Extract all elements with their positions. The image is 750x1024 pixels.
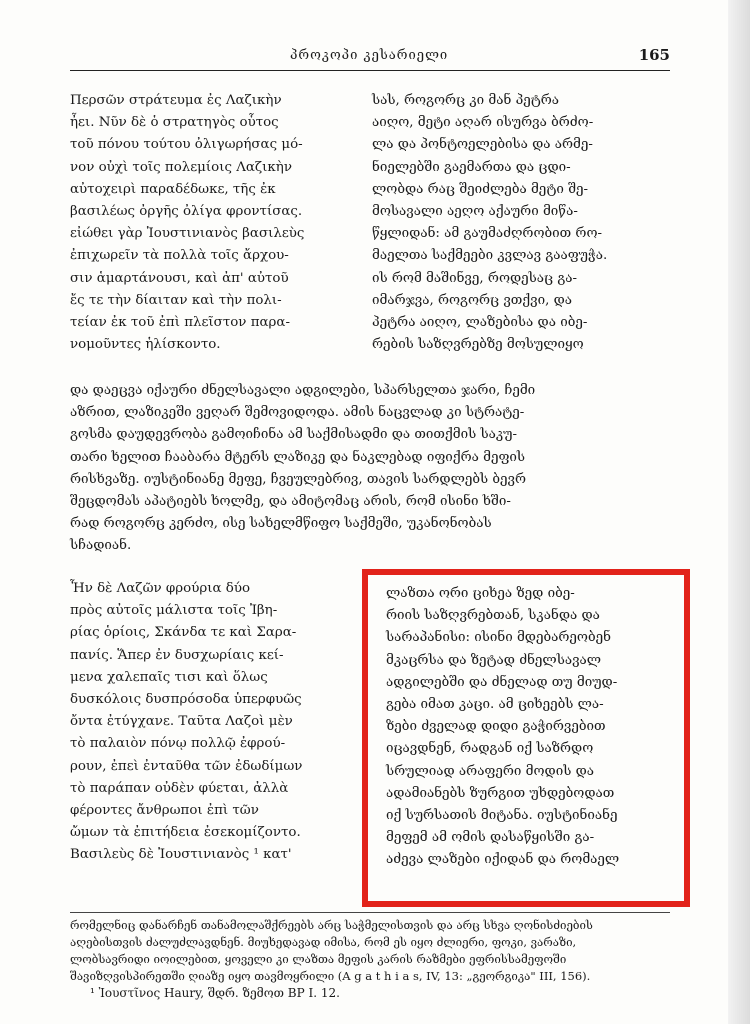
greek-line: μενα χαλεπαῖς τισι καὶ ὅλως — [70, 669, 268, 685]
georgian-line: თარი ხელით ჩააბარა მტერს ლაზიკე და ნაკლებად იფიქრა მეფის — [70, 449, 525, 465]
highlighted-line: ლაზთა ორი ციხეა ზედ იბე- — [386, 586, 575, 601]
greek-line: ἔς τε τὴν δίαιταν καὶ τὴν πολι- — [70, 292, 282, 308]
georgian-line: რისხვაზე. იუსტინიანე მეფე, ჩვეულებრივ, თავის სარდლებს ბევრ — [70, 471, 527, 487]
greek-line: πανίς. Ἅπερ ἐν δυσχωρίαις κεί- — [70, 647, 284, 663]
georgian-line: ნიელებში გაემართა და ცდი- — [372, 159, 571, 175]
running-title: პროკოპი კესარიელი — [290, 48, 449, 63]
georgian-line: წყლიდან: ამ გაუმაძღრობით რო- — [372, 226, 603, 242]
georgian-full-width-paragraph — [70, 380, 670, 558]
highlighted-passage-text — [386, 583, 672, 872]
georgian-line: შეცდომას აპატიებს ხოლმე, და ამიტომაც არის, რომ ისინი ხში- — [70, 494, 511, 510]
greek-line: φέροντες ἄνθρωποι ἐπὶ τῶν — [70, 803, 259, 819]
highlighted-line: მკაცრსა და ზეტად ძნელსავალ — [386, 652, 602, 668]
greek-line: βασιλέως ὀργῆς ὀλίγα φροντίσας. — [70, 204, 303, 220]
georgian-line: იმარჯვა, როგორც ვთქვი, და — [372, 292, 573, 308]
georgian-line: რად როგორც კერძო, ისე სახელმწიფო საქმეში, უკანონობას — [70, 516, 492, 532]
greek-line: τὸ παλαιὸν πόνῳ πολλῷ ἐφρού- — [70, 736, 286, 752]
page-number: 165 — [638, 46, 670, 64]
georgian-line: რების საზღვრებზე მოსულიყო — [372, 337, 584, 353]
georgian-line: სჩადიან. — [70, 538, 132, 554]
highlighted-line: ადამიანებს ზურგით უხდებოდათ — [386, 785, 615, 801]
greek-line: δυσκόλοις δυσπρόσοδα ὑπερφυῶς — [70, 692, 302, 708]
highlighted-passage-box — [362, 569, 690, 907]
georgian-column-top — [372, 90, 670, 356]
highlighted-line: გება იმათ კაცი. ამ ციხეებს ლა- — [386, 697, 604, 713]
footnote-line: აღებისთვის ძალუძლავდნენ. მიუხედავად იმისა, რომ ეს იყო ძლიერი, ფოკი, ვარაზი, — [70, 935, 577, 949]
greek-line: νομοῦντες ἡλίσκοντο. — [70, 337, 221, 353]
georgian-line: პეტრა აიღო, ლაზებისა და იბე- — [372, 315, 588, 331]
footnote-line: რომელნიც დანარჩენ თანამოლაშქრეებს არც საჭმელისთვის და არც სხვა ღონისძიების — [70, 918, 593, 932]
greek-column-bottom — [70, 578, 360, 867]
greek-line: ὄντα ἐτύγχανε. Ταῦτα Λαζοὶ μὲν — [70, 714, 293, 730]
greek-line: τοῦ πόνου τούτου ὀλιγωρήσας μό- — [70, 137, 303, 153]
footnote-line: შავიზღვისპირეთში ღიაზე იყო თავმოყრილი (A g a t h i a s, IV, 13: „გეორგიკა" III, 156). — [70, 969, 591, 983]
greek-line: εἰώθει γὰρ Ἰουστινιανὸς βασιλεὺς — [70, 226, 305, 242]
page-edge-shadow — [728, 0, 750, 1024]
highlighted-line: ადგილებში და ძნელად თუ მიუდ- — [386, 674, 618, 690]
greek-line: τὸ παράπαν οὐδὲν φύεται, ἀλλὰ — [70, 780, 289, 796]
footnote-secondary: ¹ Ἰουστῖνος Haury, შდრ. ზემოთ BP I. 12. — [90, 986, 340, 1000]
greek-line: ἐπιχωρεῖν τὰ πολλὰ τοῖς ἄρχου- — [70, 248, 289, 264]
highlighted-line: ზები ძველად დიდი გაჭირვებით — [386, 719, 606, 735]
highlighted-line: სრულიად არაფერი მოდის და — [386, 763, 594, 779]
greek-line: Ἦν δὲ Λαζῶν φρούρια δύο — [70, 581, 251, 596]
highlighted-line: სარაპანისი: ისინი მდებარეობენ — [386, 630, 611, 646]
georgian-line: მაელთა საქმეები კვლავ გააფუჭა. — [372, 248, 608, 264]
greek-line: ρίας ὁρίοις, Σκάνδα τε καὶ Σαρα- — [70, 625, 297, 641]
greek-line: ὤμων τὰ ἐπιτήδεια ἐσεκομίζοντο. — [70, 825, 301, 841]
highlighted-line: მეფემ ამ ომის დასაწყისში გა- — [386, 830, 595, 846]
georgian-line: ის რომ მაშინვე, როდესაც გა- — [372, 270, 577, 286]
greek-line: Βασιλεὺς δὲ Ἰουστινιανὸς ¹ κατ' — [70, 847, 292, 863]
greek-line: τείαν ἐκ τοῦ ἐπὶ πλεῖστον παρα- — [70, 315, 290, 331]
greek-line: πρὸς αὐτοῖς μάλιστα τοῖς Ἰβη- — [70, 603, 278, 619]
highlighted-line: იქ სურსათის მიტანა. იუსტინიანე — [386, 808, 618, 824]
highlighted-line: რიის საზღვრებთან, სკანდა და — [386, 608, 600, 624]
greek-line: νον οὐχὶ τοῖς πολεμίοις Λαζικὴν — [70, 159, 292, 175]
georgian-line: აზრით, ლაზიკეში ვეღარ შემოვიდოდა. ამის ნაცვლად კი სტრატე- — [70, 405, 525, 421]
georgian-line: მოსავალი აეღო აქაური მიწა- — [372, 204, 578, 220]
greek-line: ρουν, ἐπεὶ ἐνταῦθα τῶν ἐδωδίμων — [70, 758, 303, 774]
page-header — [70, 44, 670, 71]
greek-line: ἦει. Νῦν δὲ ὁ στρατηγὸς οὗτος — [70, 115, 279, 131]
georgian-line: აიღო, მეტი აღარ ისურვა ბრძო- — [372, 115, 594, 131]
georgian-line: გოსმა დაუდევრობა გამოიჩინა ამ საქმისადმი და თითქმის საკუ- — [70, 427, 518, 443]
georgian-line: ლა და პონტოელებისა და არმე- — [372, 137, 593, 153]
greek-line: Περσῶν στράτευμα ἐς Λαζικὴν — [70, 93, 282, 108]
greek-line: αὐτοχειρὶ παραδέδωκε, τῆς ἐκ — [70, 181, 276, 197]
footnote-line: ლობსავრიდი იოილებით, ყოველი კი ლაზთა მეფის კარის რაზმები ეფრისსამეფოში — [70, 952, 567, 966]
georgian-line: სას, როგორც კი მან პეტრა — [372, 93, 560, 108]
greek-column-top — [70, 90, 355, 356]
footnotes — [70, 912, 670, 985]
highlighted-line: აძევა ლაზები იქიდან და რომაელ — [386, 852, 620, 868]
georgian-line: ლობდა რაც შეიძლება მეტი შე- — [372, 181, 589, 197]
georgian-line: და დაეცვა იქაური ძნელსავალი ადგილები, სპარსელთა ჯარი, ჩემი — [70, 383, 536, 398]
greek-line: σιν ἁμαρτάνουσι, καὶ ἀπ' αὐτοῦ — [70, 270, 289, 286]
highlighted-line: იცავდნენ, რადგან იქ საზრდო — [386, 741, 594, 757]
